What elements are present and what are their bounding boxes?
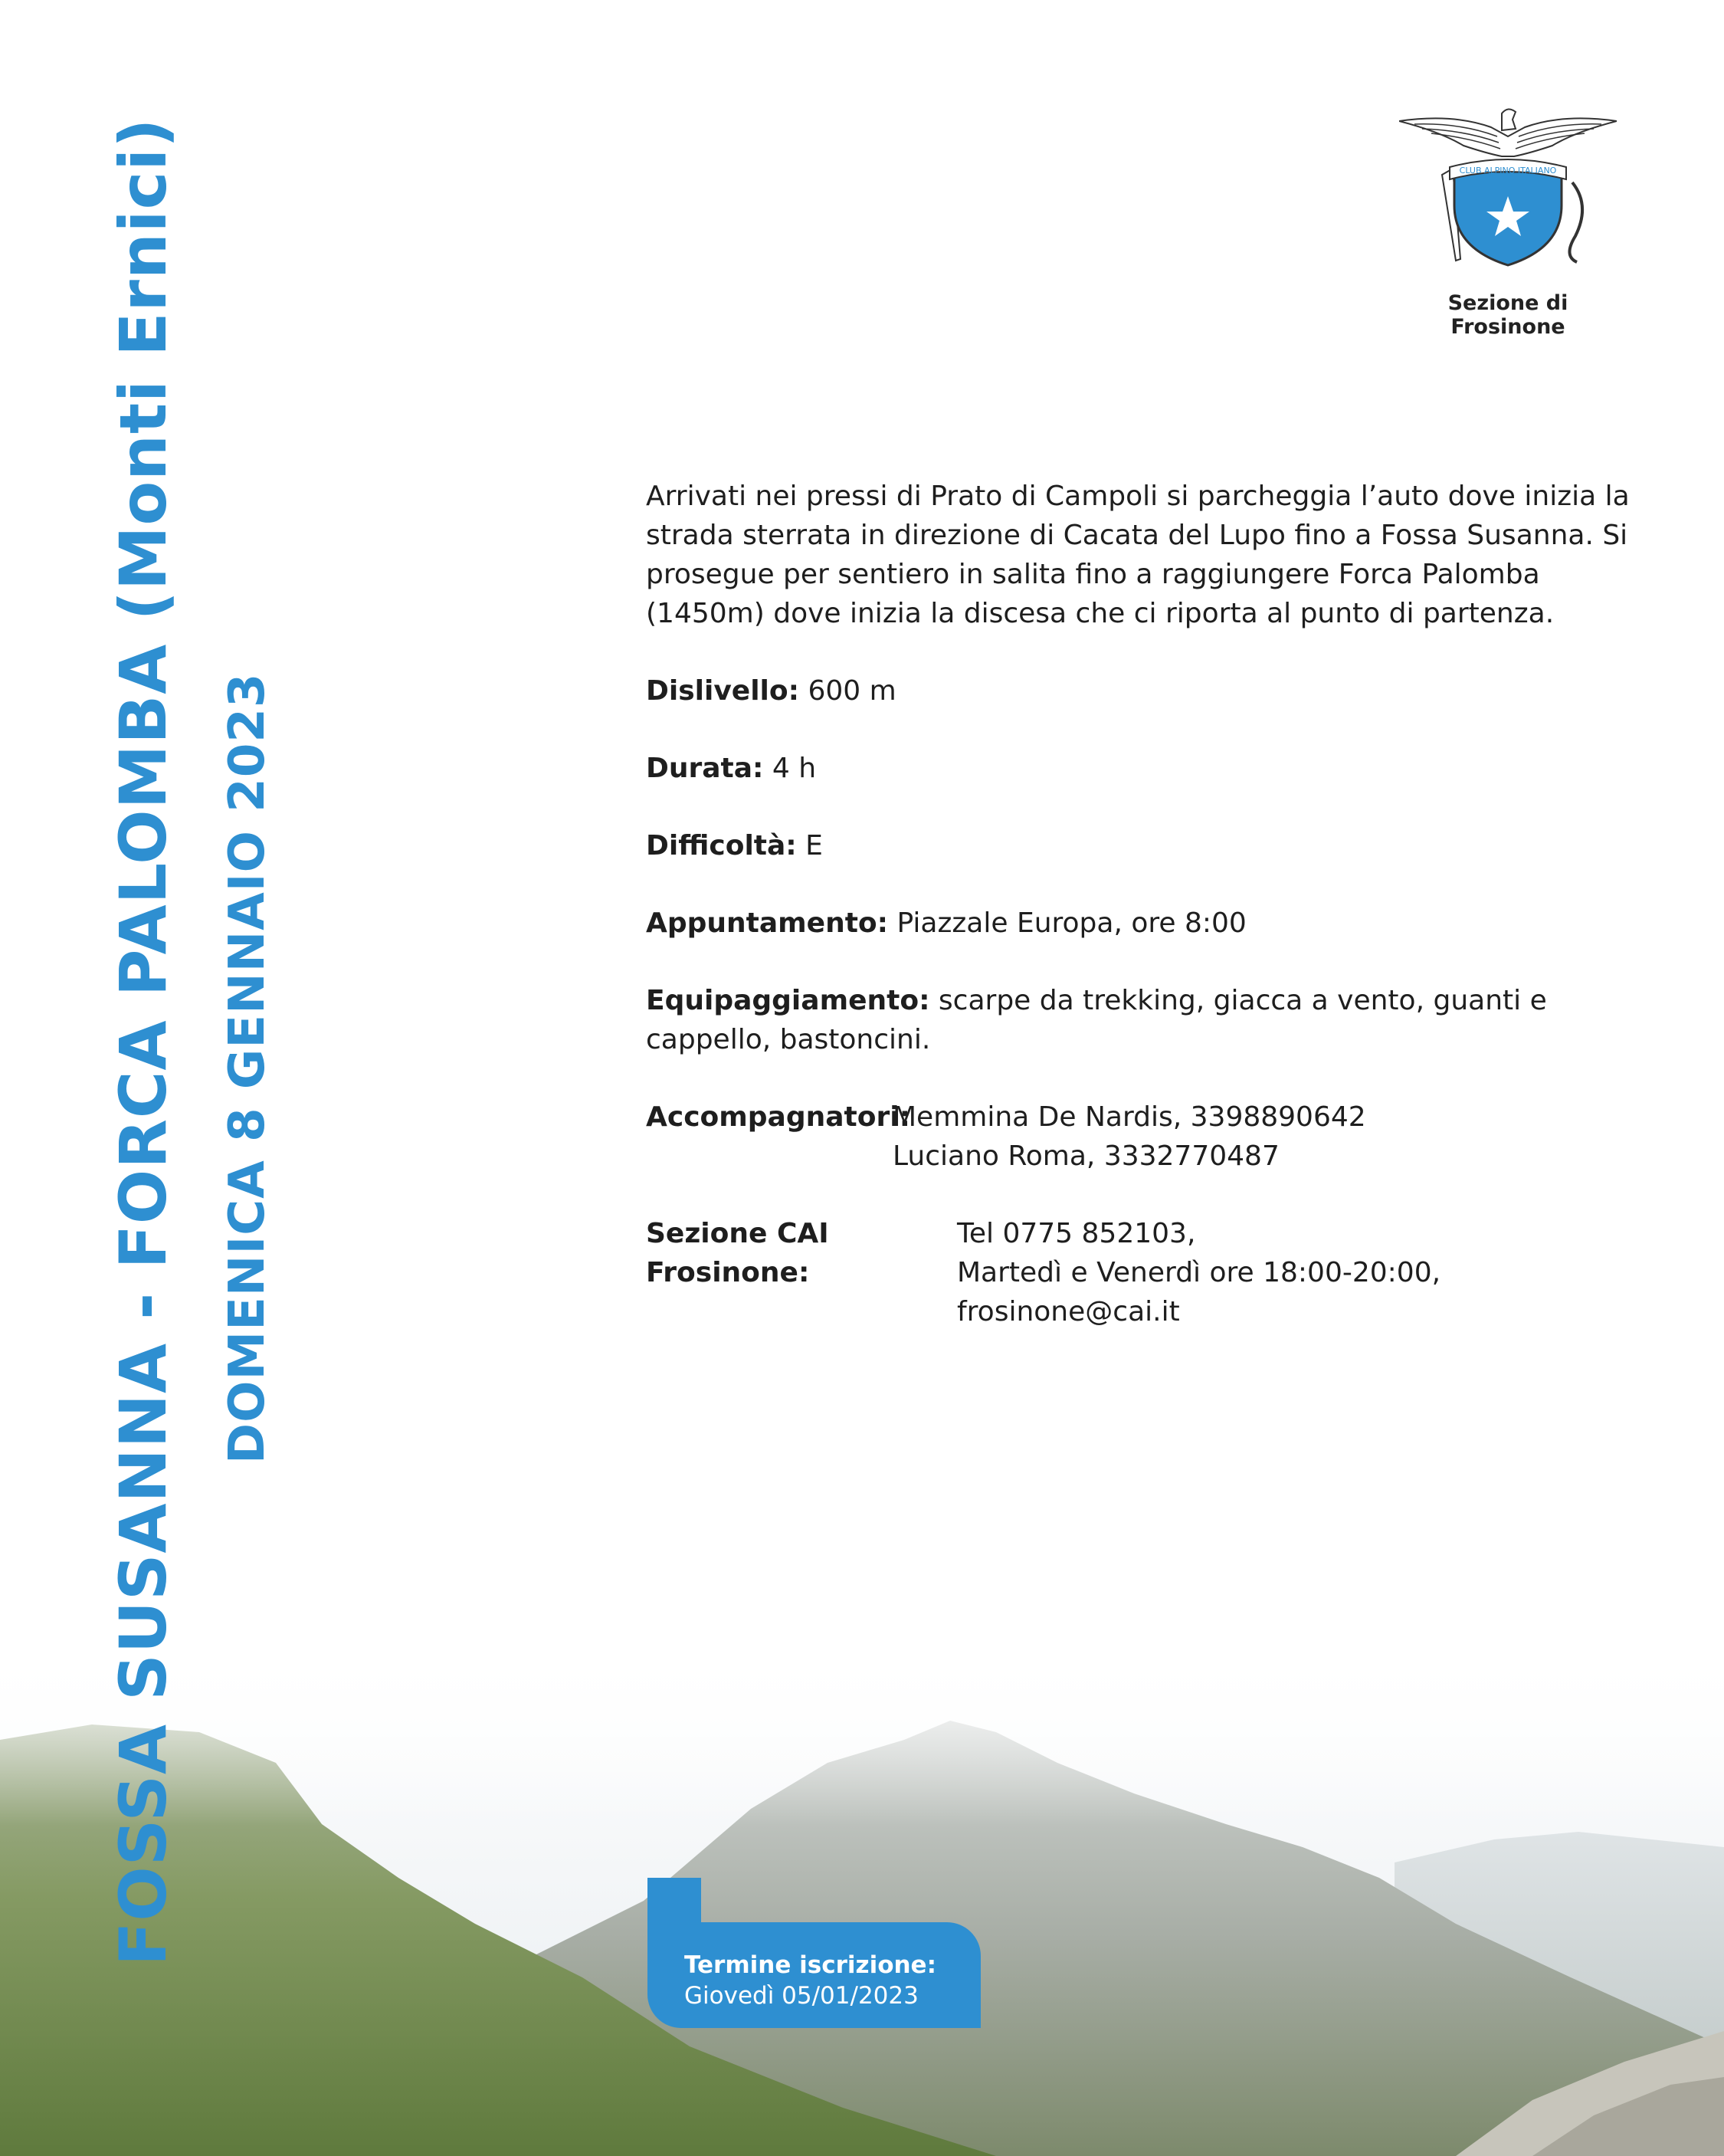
sezione-phone: Tel 0775 852103, — [957, 1218, 1196, 1249]
detail-appuntamento — [646, 904, 1634, 943]
event-details — [646, 477, 1634, 1370]
sezione-email-link[interactable]: frosinone@cai.it — [957, 1296, 1180, 1327]
badge-value: Giovedì 05/01/2023 — [684, 1982, 919, 2010]
dislivello-value: 600 m — [808, 675, 896, 707]
mountain-landscape-image — [0, 1648, 1724, 2156]
sezione-hours: Martedì e Venerdì ore 18:00-20:00, — [957, 1257, 1441, 1288]
durata-value: 4 h — [772, 753, 817, 784]
detail-dislivello — [646, 671, 1634, 710]
appuntamento-label: Appuntamento: — [646, 907, 889, 939]
appuntamento-value: Piazzale Europa, ore 8:00 — [896, 907, 1247, 939]
equipaggiamento-value: scarpe da trekking, giacca a vento, guanti e cappello, bastoncini. — [646, 985, 1547, 1055]
detail-accompagnatori — [646, 1098, 1634, 1176]
dislivello-label: Dislivello: — [646, 675, 800, 707]
registration-deadline-badge — [647, 1922, 981, 2028]
cai-eagle-shield-logo-icon — [1399, 106, 1617, 268]
section-label: Sezione di Frosinone — [1447, 291, 1568, 339]
badge-label: Termine iscrizione: — [684, 1951, 936, 1979]
difficolta-value: E — [805, 830, 823, 861]
equipaggiamento-label: Equipaggiamento: — [646, 985, 930, 1016]
accompagnatori-label: Accompagnatori: — [646, 1101, 910, 1133]
accompagnatore-1: Memmina De Nardis, 3398890642 — [893, 1101, 1366, 1133]
detail-equipaggiamento — [646, 981, 1634, 1059]
durata-label: Durata: — [646, 753, 764, 784]
detail-sezione — [646, 1214, 1634, 1331]
detail-durata — [646, 749, 1634, 788]
sezione-label: Sezione CAI Frosinone: — [646, 1218, 829, 1288]
detail-difficolta — [646, 826, 1634, 865]
difficolta-label: Difficoltà: — [646, 830, 797, 861]
event-date: DOMENICA 8 GENNAIO 2023 — [219, 672, 276, 1464]
accompagnatore-2: Luciano Roma, 3332770487 — [893, 1140, 1280, 1172]
event-title: FOSSA SUSANNA - FORCA PALOMBA (Monti Ernici) — [106, 117, 181, 1966]
svg-text:CLUB ALPINO ITALIANO: CLUB ALPINO ITALIANO — [1459, 166, 1557, 176]
intro-paragraph: Arrivati nei pressi di Prato di Campoli si parcheggia l’auto dove inizia la strada sterrata in direzione di Cacata del Lupo fino a Fossa Susanna. Si prosegue per sentiero in salita fino a raggiungere Forca Palomba (1450m) dove inizia la discesa che ci riporta al punto di partenza. — [646, 481, 1630, 629]
